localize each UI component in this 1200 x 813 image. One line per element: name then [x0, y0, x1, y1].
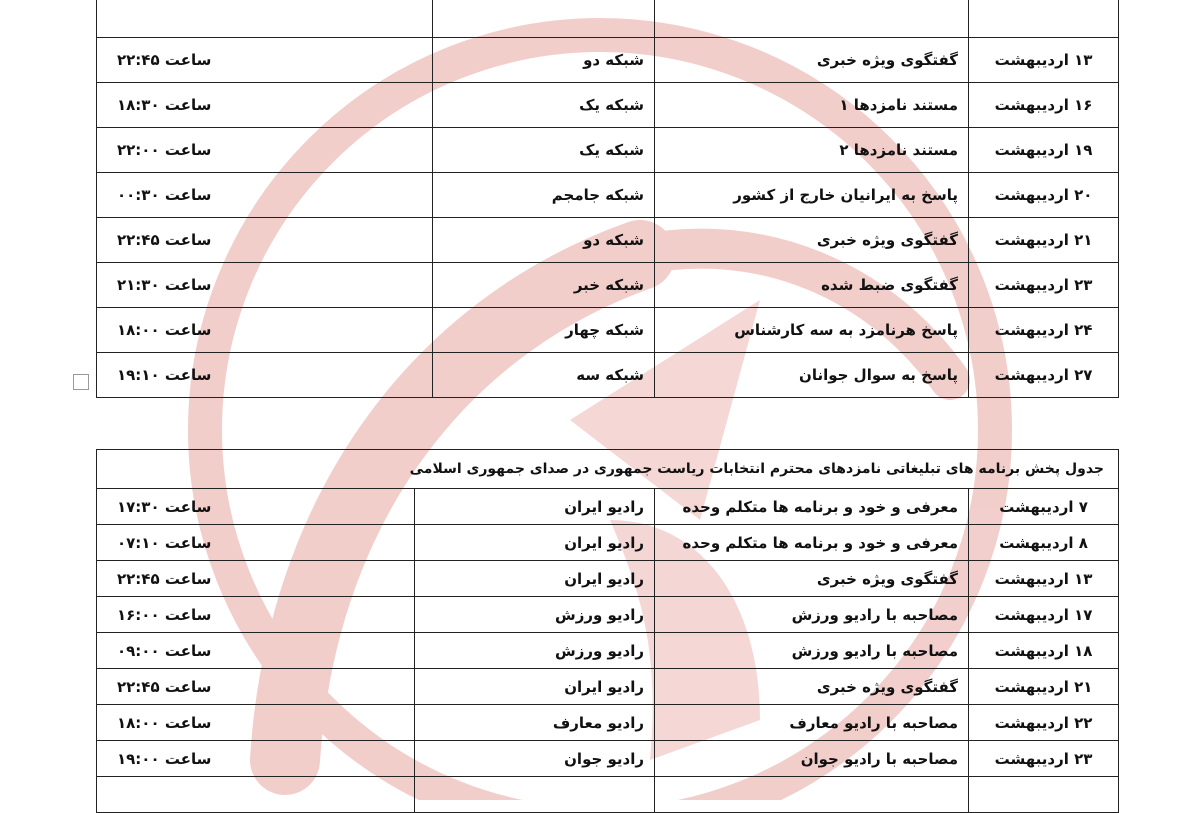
table-row: [97, 308, 1119, 353]
chan: رادیو معارف: [415, 705, 655, 741]
chan: شبکه جامجم: [433, 173, 655, 218]
title-cell: [655, 777, 969, 813]
table-row: [97, 597, 1119, 633]
chan: رادیو ایران: [415, 561, 655, 597]
table-title: جدول پخش برنامه های تبلیغاتی نامزدهای محترم انتخابات ریاست جمهوری در صدای جمهوری اسلامی: [97, 450, 1119, 489]
table-row: [97, 218, 1119, 263]
chan: رادیو ایران: [415, 489, 655, 525]
time-cell: ساعت ۱۶:۰۰: [97, 597, 415, 633]
time-cell: ساعت ۲۲:۴۵: [97, 218, 433, 263]
checkbox-icon[interactable]: [73, 374, 89, 390]
title-cell: مستند نامزدها ۱: [655, 83, 969, 128]
title-cell: مصاحبه با رادیو ورزش: [655, 633, 969, 669]
tv-schedule-table: [96, 0, 1119, 398]
time-cell: ساعت ۱۸:۰۰: [97, 308, 433, 353]
time-cell: ساعت ۱۸:۰۰: [97, 705, 415, 741]
table-row: [97, 561, 1119, 597]
title-cell: معرفی و خود و برنامه ها متکلم وحده: [655, 525, 969, 561]
date-cell: ۱۳ اردیبهشت: [969, 561, 1119, 597]
table-title-row: [97, 450, 1119, 489]
time-cell: ساعت ۲۲:۰۰: [97, 128, 433, 173]
title-cell: گفتگوی ویژه خبری: [655, 218, 969, 263]
date-cell: ۲۷ اردیبهشت: [969, 353, 1119, 398]
chan: رادیو ایران: [415, 669, 655, 705]
date-cell: ۲۴ اردیبهشت: [969, 308, 1119, 353]
title-cell: گفتگوی ضبط شده: [655, 263, 969, 308]
time-cell: ساعت ۲۱:۳۰: [97, 263, 433, 308]
date-cell: ۲۳ اردیبهشت: [969, 263, 1119, 308]
date-cell: ۷ اردیبهشت: [969, 489, 1119, 525]
date-cell: ۲۱ اردیبهشت: [969, 218, 1119, 263]
title-cell: مستند نامزدها ۲: [655, 128, 969, 173]
time-cell: [97, 777, 415, 813]
date-cell: ۱۷ اردیبهشت: [969, 597, 1119, 633]
radio-schedule-table: [96, 449, 1119, 813]
date-cell: ۱۶ اردیبهشت: [969, 83, 1119, 128]
table-row: [97, 353, 1119, 398]
title-cell: گفتگوی ویژه خبری: [655, 669, 969, 705]
date-cell: ۱۹ اردیبهشت: [969, 128, 1119, 173]
title-cell: مصاحبه با رادیو ورزش: [655, 597, 969, 633]
date-cell: ۱۸ اردیبهشت: [969, 633, 1119, 669]
chan: شبکه یک: [433, 128, 655, 173]
title-cell: مصاحبه با رادیو معارف: [655, 705, 969, 741]
chan: [415, 777, 655, 813]
title-cell: پاسخ به سوال جوانان: [655, 353, 969, 398]
chan: شبکه خبر: [433, 263, 655, 308]
chan: رادیو ورزش: [415, 633, 655, 669]
chan: شبکه یک: [433, 83, 655, 128]
table-row: [97, 83, 1119, 128]
table-row: [97, 0, 1119, 38]
date-cell: ۲۱ اردیبهشت: [969, 669, 1119, 705]
date-cell: ۲۲ اردیبهشت: [969, 705, 1119, 741]
time-cell: ساعت ۰۰:۳۰: [97, 173, 433, 218]
title-cell: پاسخ هرنامزد به سه کارشناس: [655, 308, 969, 353]
time-cell: ساعت ۱۹:۰۰: [97, 741, 415, 777]
title-cell: [655, 0, 969, 38]
title-cell: معرفی و خود و برنامه ها متکلم وحده: [655, 489, 969, 525]
time-cell: ساعت ۰۹:۰۰: [97, 633, 415, 669]
table-row: [97, 705, 1119, 741]
chan: شبکه چهار: [433, 308, 655, 353]
radio-schedule-body: [97, 450, 1119, 813]
table-row: [97, 741, 1119, 777]
date-cell: ۱۳ اردیبهشت: [969, 38, 1119, 83]
title-cell: مصاحبه با رادیو جوان: [655, 741, 969, 777]
time-cell: ساعت ۰۷:۱۰: [97, 525, 415, 561]
table-row: [97, 777, 1119, 813]
chan: شبکه دو: [433, 218, 655, 263]
date-cell: ۲۳ اردیبهشت: [969, 741, 1119, 777]
title-cell: پاسخ به ایرانیان خارج از کشور: [655, 173, 969, 218]
date-cell: [969, 777, 1119, 813]
time-cell: [97, 0, 433, 38]
chan: شبکه دو: [433, 38, 655, 83]
date-cell: ۲۰ اردیبهشت: [969, 173, 1119, 218]
tv-schedule-body: [97, 0, 1119, 398]
table-row: [97, 263, 1119, 308]
chan: شبکه سه: [433, 353, 655, 398]
chan: [433, 0, 655, 38]
chan: رادیو ایران: [415, 525, 655, 561]
time-cell: ساعت ۱۹:۱۰: [97, 353, 433, 398]
table-row: [97, 173, 1119, 218]
table-row: [97, 633, 1119, 669]
date-cell: ۸ اردیبهشت: [969, 525, 1119, 561]
time-cell: ساعت ۲۲:۴۵: [97, 561, 415, 597]
time-cell: ساعت ۱۷:۳۰: [97, 489, 415, 525]
table-row: [97, 669, 1119, 705]
table-row: [97, 38, 1119, 83]
chan: رادیو ورزش: [415, 597, 655, 633]
table-row: [97, 525, 1119, 561]
date-cell: [969, 0, 1119, 38]
chan: رادیو جوان: [415, 741, 655, 777]
table-row: [97, 489, 1119, 525]
time-cell: ساعت ۲۲:۴۵: [97, 669, 415, 705]
time-cell: ساعت ۱۸:۳۰: [97, 83, 433, 128]
title-cell: گفتگوی ویژه خبری: [655, 38, 969, 83]
title-cell: گفتگوی ویژه خبری: [655, 561, 969, 597]
table-row: [97, 128, 1119, 173]
time-cell: ساعت ۲۲:۴۵: [97, 38, 433, 83]
